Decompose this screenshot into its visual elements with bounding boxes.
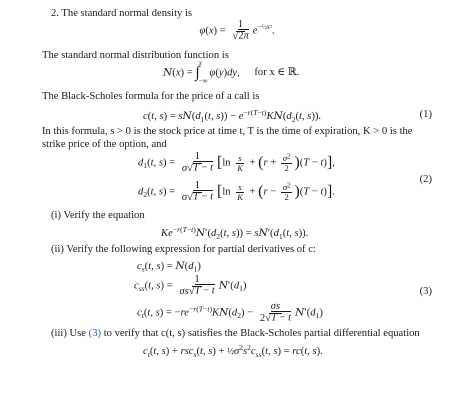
- bs-formula: c(t, $s) = sN(d_1(t$, $s)) - e^{-r(T-t)}KN(d_2(t$, s)).: [143, 108, 322, 124]
- bs-pde-equation: $c_t(t$, s) + rsc$_s$(t, $s) + \frac{1}{2}\sigma^2s^2c_{ss}(t$, s) = rc(t, s).: [143, 343, 323, 359]
- cs-equation: $c_s(t$, $s) = N(d_1)$: [137, 260, 201, 274]
- part-i: (i) Verify the equation: [51, 210, 145, 221]
- eq3-reference-link[interactable]: (3): [88, 328, 102, 339]
- intro-text: The standard normal density is: [61, 8, 193, 19]
- eq1-tag: (1): [419, 109, 432, 120]
- explanation-line-2: strike price of the option, and: [42, 139, 167, 150]
- ct-equation: $c_t(t$, $s) = -re^{-r(T-t)}KN(d_2)$ − $\frac{\sigma s}{2√T - t}$ $N'(d_1)$: [137, 301, 323, 324]
- part-iii-prefix: (iii) Use: [51, 328, 87, 339]
- problem-number: 2.: [51, 8, 59, 19]
- problem-intro: [51, 8, 192, 20]
- cdf-condition: for x ∈ ℝ.: [254, 67, 300, 79]
- part-iii: [51, 328, 420, 340]
- eq3-tag: (3): [419, 286, 432, 297]
- part-i-equation: $Ke^{-r(T-t)}N'(d_2(t$, $s)) = sN'(d_1(t$, s)).: [161, 225, 309, 241]
- part-ii: (ii) Verify the following expression for partial derivatives of c:: [51, 244, 316, 255]
- d1-equation: $d_1(t$, s) = $\frac{1}{\sigma√T - t}$ [ln $\frac{s}{K}$ + (r + $\frac{\sigma^2}{2}$ )(T − t)],: [138, 151, 335, 174]
- part-iii-suffix: to verify that c(t, s) satisfies the Black-Scholes partial differential equation: [103, 328, 420, 339]
- cdf-intro: The standard normal distribution function is: [42, 50, 229, 61]
- css-equation: $c_{ss}(t$, s) = $\frac{1}{\sigma s√T - t}$ $N'(d_1)$: [134, 274, 247, 297]
- bs-intro: The Black-Scholes formula for the price of a call is: [42, 91, 260, 102]
- eq2-tag: (2): [419, 174, 432, 185]
- density-equation: φ(x) = $\frac{1}{√2\pi}$ $e^{-\frac{1}{2}x^2}$.: [199, 19, 275, 42]
- cdf-equation: N(x) = ∫ x −∞ φ(y)dy, for x ∈ ℝ.: [163, 60, 300, 86]
- d2-equation: $d_2(t$, s) = $\frac{1}{\sigma√T - t}$ [ln $\frac{s}{K}$ + (r − $\frac{\sigma^2}{2}$ )(T − t)].: [138, 180, 335, 203]
- explanation-line-1: In this formula, s > 0 is the stock price at time t, T is the time of expiration, K > 0 is the: [42, 126, 413, 137]
